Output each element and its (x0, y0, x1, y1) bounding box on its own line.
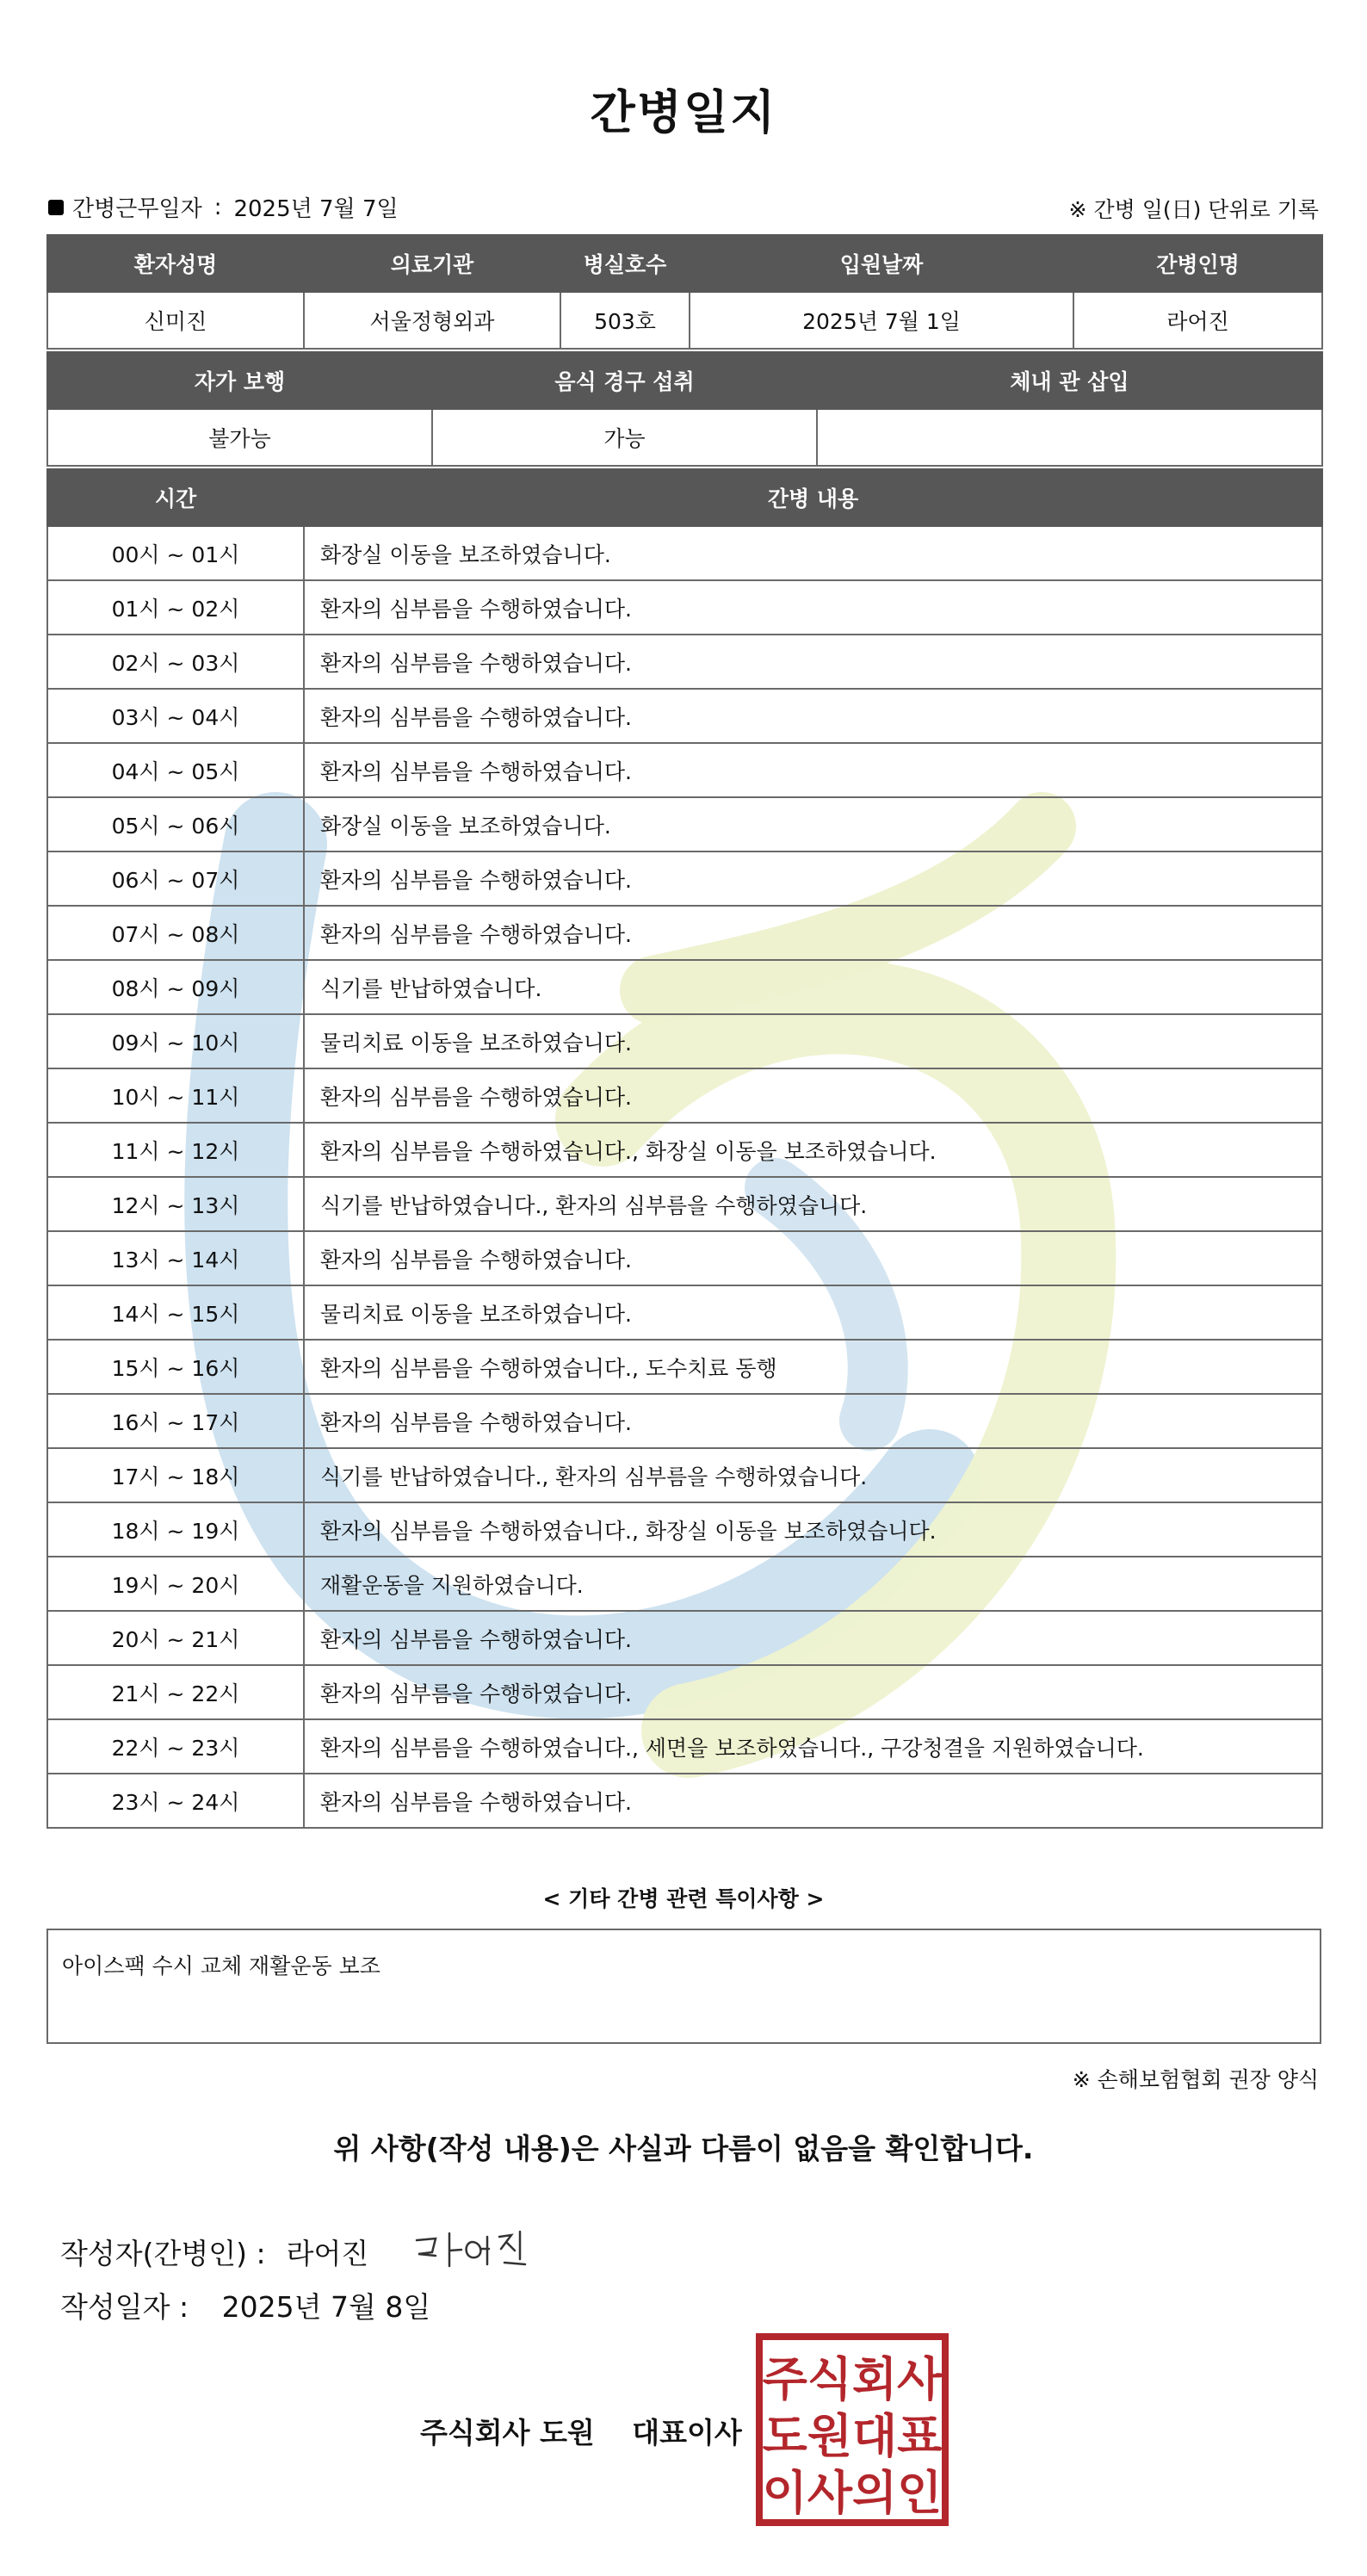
header-oral-intake: 음식 경구 섭취 (432, 352, 817, 409)
care-content-cell: 식기를 반납하였습니다., 환자의 심부름을 수행하였습니다. (304, 1177, 1322, 1231)
table-row (47, 743, 1322, 797)
table-row (47, 1502, 1322, 1557)
table-row (47, 960, 1322, 1014)
notes-text: 아이스팩 수시 교체 재활운동 보조 (62, 1954, 380, 1978)
header-time: 시간 (47, 469, 304, 526)
care-content-cell: 환자의 심부름을 수행하였습니다. (304, 851, 1322, 906)
care-log-table (46, 468, 1323, 1829)
time-cell: 15시 ~ 16시 (47, 1340, 304, 1394)
table-row (47, 526, 1322, 580)
form-source-note: ※ 손해보험협회 권장 양식 (1072, 2067, 1319, 2092)
time-cell: 10시 ~ 11시 (47, 1068, 304, 1123)
header-caregiver-name: 간병인명 (1073, 235, 1322, 292)
care-content-cell: 환자의 심부름을 수행하였습니다. (304, 743, 1322, 797)
written-date-label: 작성일자 : (60, 2290, 189, 2324)
table-row (47, 1285, 1322, 1340)
company-role: 대표이사 (632, 2416, 742, 2449)
time-cell: 09시 ~ 10시 (47, 1014, 304, 1068)
care-content-cell: 식기를 반납하였습니다. (304, 960, 1322, 1014)
table-row (47, 1719, 1322, 1774)
care-content-cell: 환자의 심부름을 수행하였습니다. (304, 580, 1322, 635)
written-date-value: 2025년 7월 8일 (221, 2290, 431, 2324)
table-row (47, 1611, 1322, 1665)
table-row (47, 580, 1322, 635)
time-cell: 08시 ~ 09시 (47, 960, 304, 1014)
room-number: 503호 (560, 292, 690, 349)
table-row (47, 797, 1322, 851)
time-cell: 02시 ~ 03시 (47, 635, 304, 689)
work-date-separator: : (213, 194, 222, 220)
seal-line-3: 이사의인 (762, 2466, 943, 2520)
written-date-line (60, 2285, 430, 2325)
time-cell: 01시 ~ 02시 (47, 580, 304, 635)
daily-record-note: ※ 간병 일(日) 단위로 기록 (1068, 197, 1319, 222)
hospital-name: 서울정형외과 (304, 292, 560, 349)
table-row (47, 1774, 1322, 1828)
time-cell: 11시 ~ 12시 (47, 1123, 304, 1177)
caregiver-name: 라어진 (1073, 292, 1322, 349)
care-content-cell: 환자의 심부름을 수행하였습니다. (304, 635, 1322, 689)
table-row (47, 1231, 1322, 1285)
table-row (47, 689, 1322, 743)
care-content-cell: 환자의 심부름을 수행하였습니다., 세면을 보조하였습니다., 구강청결을 지원하였습니다. (304, 1719, 1322, 1774)
seal-line-2: 도원대표 (762, 2409, 943, 2463)
table-row (47, 1340, 1322, 1394)
table-row (47, 1123, 1322, 1177)
patient-status-table (46, 351, 1323, 467)
time-cell: 03시 ~ 04시 (47, 689, 304, 743)
table-row (47, 1177, 1322, 1231)
work-date (48, 191, 399, 223)
time-cell: 06시 ~ 07시 (47, 851, 304, 906)
care-content-cell: 환자의 심부름을 수행하였습니다. (304, 1394, 1322, 1448)
walking-value: 불가능 (47, 409, 432, 466)
time-cell: 18시 ~ 19시 (47, 1502, 304, 1557)
table-row (47, 906, 1322, 960)
care-content-cell: 환자의 심부름을 수행하였습니다. (304, 1068, 1322, 1123)
care-content-cell: 환자의 심부름을 수행하였습니다. (304, 1774, 1322, 1828)
company-signature-line (420, 2411, 742, 2451)
handwritten-signature (410, 2221, 547, 2282)
oral-intake-value: 가능 (432, 409, 817, 466)
admission-date: 2025년 7월 1일 (690, 292, 1073, 349)
care-content-cell: 환자의 심부름을 수행하였습니다. (304, 1231, 1322, 1285)
writer-label: 작성자(간병인) : (60, 2236, 266, 2270)
seal-line-1: 주식회사 (762, 2352, 943, 2406)
patient-info-table (46, 234, 1323, 350)
confirmation-statement: 위 사항(작성 내용)은 사실과 다름이 없음을 확인합니다. (333, 2132, 1034, 2165)
care-content-cell: 환자의 심부름을 수행하였습니다. (304, 1611, 1322, 1665)
header-patient-name: 환자성명 (47, 235, 304, 292)
header-admission-date: 입원날짜 (690, 235, 1073, 292)
time-cell: 05시 ~ 06시 (47, 797, 304, 851)
table-row (47, 1394, 1322, 1448)
table-row (47, 1665, 1322, 1719)
table-row (47, 1557, 1322, 1611)
care-content-cell: 환자의 심부름을 수행하였습니다. (304, 1665, 1322, 1719)
care-content-cell: 물리치료 이동을 보조하였습니다. (304, 1014, 1322, 1068)
patient-name: 신미진 (47, 292, 304, 349)
care-content-cell: 환자의 심부름을 수행하였습니다. (304, 906, 1322, 960)
header-care-content: 간병 내용 (304, 469, 1322, 526)
work-date-value: 2025년 7월 7일 (233, 196, 399, 222)
time-cell: 00시 ~ 01시 (47, 526, 304, 580)
time-cell: 20시 ~ 21시 (47, 1611, 304, 1665)
table-row (47, 851, 1322, 906)
table-row (47, 635, 1322, 689)
company-name: 주식회사 도원 (420, 2416, 595, 2449)
time-cell: 13시 ~ 14시 (47, 1231, 304, 1285)
header-room: 병실호수 (560, 235, 690, 292)
writer-line (60, 2221, 547, 2282)
time-cell: 14시 ~ 15시 (47, 1285, 304, 1340)
care-content-cell: 식기를 반납하였습니다., 환자의 심부름을 수행하였습니다. (304, 1448, 1322, 1502)
time-cell: 04시 ~ 05시 (47, 743, 304, 797)
time-cell: 12시 ~ 13시 (47, 1177, 304, 1231)
care-content-cell: 재활운동을 지원하였습니다. (304, 1557, 1322, 1611)
tube-insertion-value (817, 409, 1322, 466)
table-row (47, 1448, 1322, 1502)
document-title: 간병일지 (590, 85, 777, 139)
notes-title: < 기타 간병 관련 특이사항 > (542, 1886, 825, 1911)
bullet-square-icon (48, 200, 64, 215)
time-cell: 17시 ~ 18시 (47, 1448, 304, 1502)
time-cell: 23시 ~ 24시 (47, 1774, 304, 1828)
header-walking: 자가 보행 (47, 352, 432, 409)
care-content-cell: 환자의 심부름을 수행하였습니다., 화장실 이동을 보조하였습니다. (304, 1123, 1322, 1177)
care-content-cell: 물리치료 이동을 보조하였습니다. (304, 1285, 1322, 1340)
table-row (47, 1068, 1322, 1123)
header-tube-insertion: 체내 관 삽입 (817, 352, 1322, 409)
time-cell: 19시 ~ 20시 (47, 1557, 304, 1611)
care-content-cell: 화장실 이동을 보조하였습니다. (304, 797, 1322, 851)
writer-name: 라어진 (286, 2236, 369, 2270)
time-cell: 16시 ~ 17시 (47, 1394, 304, 1448)
care-content-cell: 화장실 이동을 보조하였습니다. (304, 526, 1322, 580)
table-row (47, 1014, 1322, 1068)
care-content-cell: 환자의 심부름을 수행하였습니다., 도수치료 동행 (304, 1340, 1322, 1394)
notes-box (46, 1929, 1321, 2044)
header-hospital: 의료기관 (304, 235, 560, 292)
company-seal-stamp (756, 2333, 949, 2526)
time-cell: 22시 ~ 23시 (47, 1719, 304, 1774)
time-cell: 07시 ~ 08시 (47, 906, 304, 960)
time-cell: 21시 ~ 22시 (47, 1665, 304, 1719)
care-content-cell: 환자의 심부름을 수행하였습니다., 화장실 이동을 보조하였습니다. (304, 1502, 1322, 1557)
care-content-cell: 환자의 심부름을 수행하였습니다. (304, 689, 1322, 743)
work-date-label: 간병근무일자 (72, 196, 202, 222)
